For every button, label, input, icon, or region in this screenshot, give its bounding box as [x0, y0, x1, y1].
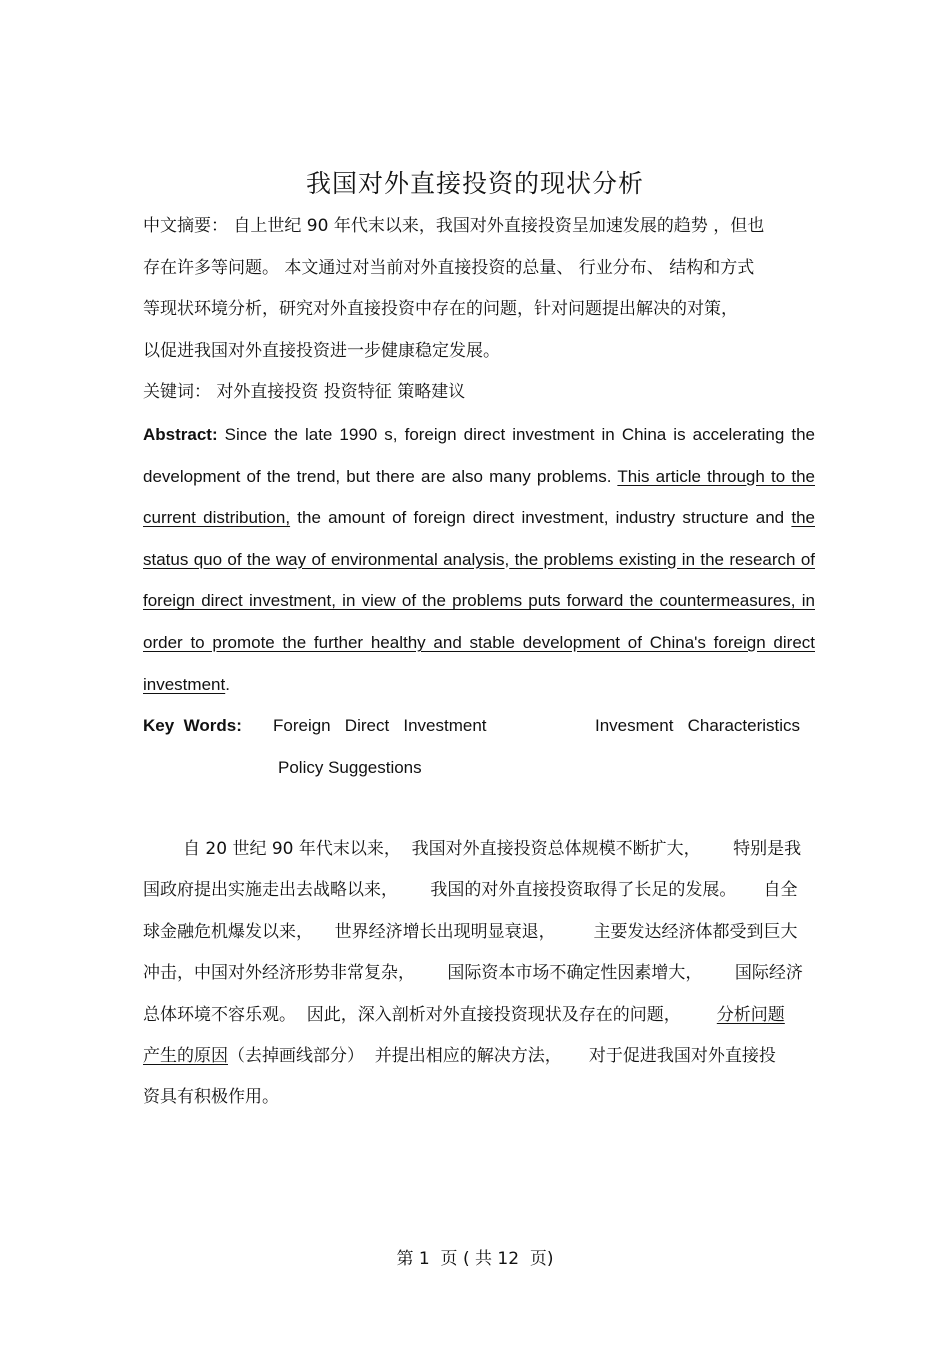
body-line: 资具有积极作用。 [143, 1087, 279, 1108]
body-paragraph [143, 829, 811, 1119]
abstract-text: Since the late 1990 s, foreign direct investment in China is accelerating the development of the trend, but there are also many problems. [143, 425, 815, 486]
body-line: 冲击，中国对外经济形势非常复杂， 国际资本市场不确定性因素增大， 国际经济 [143, 963, 803, 984]
abstract-text: . [225, 674, 230, 694]
abstract-label: Abstract: [143, 425, 218, 444]
key-words-label: Key Words: [143, 716, 242, 735]
cn-abstract-line: 等现状环境分析，研究对外直接投资中存在的问题，针对问题提出解决的对策， [143, 299, 738, 320]
body-line [143, 1036, 811, 1077]
body-line: 国政府提出实施走出去战略以来， 我国的对外直接投资取得了长足的发展。 自全 [143, 880, 798, 901]
body-text: 总体环境不容乐观。 因此，深入剖析对外直接投资现状及存在的问题， [143, 1004, 681, 1025]
chinese-abstract [143, 206, 823, 414]
body-line: 自 20 世纪 90 年代末以来， 我国对外直接投资总体规模不断扩大， 特别是我 [183, 839, 802, 859]
abstract-text: the amount of foreign direct investment, industry structure and [290, 508, 792, 528]
cn-abstract-line: 以促进我国对外直接投资进一步健康稳定发展。 [143, 340, 500, 361]
abstract-text: , [504, 549, 510, 569]
body-line [143, 995, 811, 1036]
underlined-text: 产生的原因 [143, 1046, 228, 1067]
cn-abstract-line: 中文摘要： 自上世纪 90 年代末以来，我国对外直接投资呈加速发展的趋势 ，但也 [143, 216, 765, 236]
underlined-text: 分析问题 [716, 1004, 785, 1025]
key-word-3: Policy Suggestions [278, 758, 422, 777]
english-abstract [143, 414, 815, 705]
key-word-2: Invesment Characteristics [595, 716, 801, 735]
key-words-row [143, 716, 242, 736]
english-abstract-paragraph [143, 414, 815, 705]
document-title: 我国对外直接投资的现状分析 [305, 169, 644, 198]
underlined-text: the problems existing in the research of foreign direct investment, in view of the problems puts forward the countermeasures, in order to promote the further healthy and stable development of China's foreign direct investment [143, 549, 815, 694]
underlined-text: This article through to the current distribution, [143, 466, 815, 528]
body-line: 球金融危机爆发以来， 世界经济增长出现明显衰退， 主要发达经济体都受到巨大 [143, 921, 798, 942]
body-text: （去掉画线部分） 并提出相应的解决方法， 对于促进我国对外直接投 [228, 1046, 776, 1067]
cn-keywords: 关键词： 对外直接投资 投资特征 策略建议 [143, 382, 466, 403]
page-footer: 第 1 页 ( 共 12 页) [396, 1249, 554, 1269]
underlined-text: the status quo of the way of environmental analysis [143, 508, 815, 569]
cn-abstract-line: 存在许多等问题。 本文通过对当前对外直接投资的总量、 行业分布、 结构和方式 [143, 257, 755, 278]
key-word-1: Foreign Direct Investment [273, 716, 487, 735]
